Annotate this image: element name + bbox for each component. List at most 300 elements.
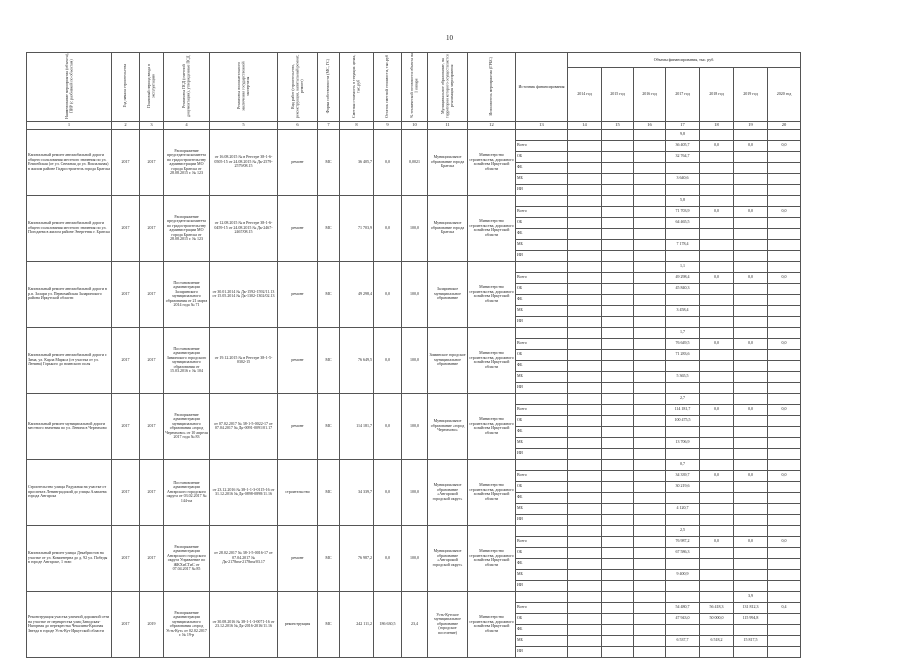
funding-value: [700, 195, 734, 206]
funding-value: [700, 459, 734, 470]
cell-rest: 186 630,5: [374, 591, 402, 657]
funding-value: [602, 448, 634, 459]
column-number: 4: [164, 121, 210, 129]
cell-expert: от 30.01.2014 № Дк-1592-1592/11.13 от 15.05.2014 № Дк-1302-1302/02.13: [210, 261, 278, 327]
funding-value: 0,0: [700, 470, 734, 481]
funding-value: [768, 437, 801, 448]
funding-value: [734, 195, 768, 206]
funding-value: 0,0: [768, 404, 801, 415]
cell-kind: реконструкция: [278, 591, 318, 657]
funding-value: [602, 228, 634, 239]
cell-kind: ремонт: [278, 261, 318, 327]
cell-name: Капитальный ремонт автомобильной дороги в р.п. Залари ул. Первомайская Заларинского района Иркутской области: [27, 261, 112, 327]
funding-source-label: МБ: [516, 635, 568, 646]
funding-value: [768, 514, 801, 525]
funding-value: [602, 536, 634, 547]
funding-value: [734, 250, 768, 261]
cell-end: 2017: [140, 129, 164, 195]
cell-name: Капитальный ремонт автомобильной дороги общего пользования местного значения по ул. Енисейская (от ул. Снежная до ул. Вокзальная) в жилом районе Гидростроитель города Братска: [27, 129, 112, 195]
funding-source-label: Всего: [516, 536, 568, 547]
funding-value: [666, 184, 700, 195]
funding-value: 54 480,7: [666, 602, 700, 613]
funding-value: 56 418,3: [700, 602, 734, 613]
cell-own: МС: [318, 129, 340, 195]
cell-cost: 36 405,7: [340, 129, 374, 195]
funding-value: [700, 558, 734, 569]
funding-value: [634, 261, 666, 272]
funding-value: [634, 481, 666, 492]
cell-start: 2017: [112, 327, 140, 393]
funding-value: [568, 151, 602, 162]
funding-value: [568, 239, 602, 250]
header-cost: Сметная стоимость в текущих ценах, тыс.руб: [340, 53, 374, 122]
funding-value: [634, 294, 666, 305]
funding-value: 36 405,7: [666, 140, 700, 151]
header-funding-source: Источник финансирования: [516, 53, 568, 122]
funding-value: [768, 415, 801, 426]
funding-value: 45 840,3: [666, 283, 700, 294]
cell-own: МС: [318, 261, 340, 327]
funding-value: [734, 415, 768, 426]
cell-start: 2017: [112, 129, 140, 195]
funding-source-label: МБ: [516, 239, 568, 250]
cell-end: 2017: [140, 327, 164, 393]
funding-value: [634, 173, 666, 184]
funding-source-label: ИИ: [516, 316, 568, 327]
funding-value: [568, 426, 602, 437]
cell-ready: 100,0: [402, 327, 428, 393]
funding-value: 3 458,4: [666, 305, 700, 316]
funding-value: [568, 415, 602, 426]
funding-value: 0,0: [700, 404, 734, 415]
cell-expert: от 28.02.2017 № 38-1-5-0016-17 от 07.04.2017 № Дк-2178пм-2178пм/03.17: [210, 525, 278, 591]
funding-value: [734, 393, 768, 404]
table-row: [27, 195, 801, 206]
funding-source-label: [516, 591, 568, 602]
funding-value: [568, 602, 602, 613]
funding-value: [768, 580, 801, 591]
funding-value: [634, 459, 666, 470]
column-number: 10: [402, 121, 428, 129]
cell-ready: 23,4: [402, 591, 428, 657]
cell-expert: от 30.08.2016 № 38-1-1-3-0071-16 от 23.12.2016 № Дк-2016-2016/11.16: [210, 591, 278, 657]
cell-name: Капитальный ремонт автомобильной дороги общего пользования местного значения по ул. Погодаева в жилом районе Энергетик г. Братска: [27, 195, 112, 261]
funding-value: [666, 448, 700, 459]
funding-source-label: [516, 327, 568, 338]
cell-end: 2017: [140, 261, 164, 327]
cell-name: Капитальный ремонт автомобильной дороги г. Зима, ул. Карла Маркса (от участка от ул. Ленина) Горького до воинского поля: [27, 327, 112, 393]
funding-value: [602, 624, 634, 635]
cell-ready: 100,0: [402, 195, 428, 261]
funding-value: 0,0: [734, 404, 768, 415]
header-end-year: Плановый период ввода в эксплуатацию: [140, 53, 164, 122]
cell-expert: от 16.08.2015 № в Реестре 38-1-6-0505-15 от 24.08.2015 № Дк-2579-2579/08.15: [210, 129, 278, 195]
funding-value: [568, 492, 602, 503]
funding-value: [700, 503, 734, 514]
funding-source-label: [516, 129, 568, 140]
funding-value: [568, 525, 602, 536]
funding-value: [666, 294, 700, 305]
funding-value: [634, 437, 666, 448]
funding-value: [568, 129, 602, 140]
header-ownership: Форма собственности (МС, ГС): [318, 53, 340, 122]
cell-end: 2019: [140, 591, 164, 657]
funding-source-label: МБ: [516, 173, 568, 184]
cell-rest: 0,0: [374, 525, 402, 591]
funding-value: [768, 448, 801, 459]
funding-value: [634, 162, 666, 173]
funding-value: 6 518,2: [700, 635, 734, 646]
funding-value: 47 943,0: [666, 613, 700, 624]
funding-value: [700, 228, 734, 239]
funding-value: [634, 239, 666, 250]
funding-value: [700, 393, 734, 404]
cell-psd: Распоряжение администрации муниципального образования «город Черемхово» от 10 апреля 2017 года № 83: [164, 393, 210, 459]
funding-value: 0,0: [734, 272, 768, 283]
funding-value: [634, 492, 666, 503]
cell-start: 2017: [112, 261, 140, 327]
funding-value: [700, 349, 734, 360]
funding-value: 131 812,3: [734, 602, 768, 613]
funding-value: [568, 228, 602, 239]
funding-value: 64 465,5: [666, 217, 700, 228]
funding-value: [700, 360, 734, 371]
funding-source-label: Всего: [516, 404, 568, 415]
funding-value: [634, 327, 666, 338]
funding-value: [634, 250, 666, 261]
funding-value: 9 400,9: [666, 569, 700, 580]
funding-source-label: ИИ: [516, 382, 568, 393]
funding-value: [700, 173, 734, 184]
funding-value: [568, 338, 602, 349]
funding-value: [602, 239, 634, 250]
funding-value: [700, 305, 734, 316]
cell-cost: 76 649,5: [340, 327, 374, 393]
funding-value: [602, 129, 634, 140]
funding-value: [634, 591, 666, 602]
header-executor: Исполнитель мероприятия (ГРБС): [468, 53, 516, 122]
funding-value: [602, 558, 634, 569]
funding-value: [602, 250, 634, 261]
column-number: 13: [516, 121, 568, 129]
funding-value: [602, 371, 634, 382]
funding-value: [602, 206, 634, 217]
cell-name: Реконструкция участка уличной дорожной сети на участке от перекрестка улиц Заводская-Нагорная до перекрестка Чекалина-Красная Звезда в городе Усть-Кут Иркутской области: [27, 591, 112, 657]
funding-value: 34 339,7: [666, 470, 700, 481]
cell-ready: 100,0: [402, 459, 428, 525]
funding-value: 0,0: [768, 272, 801, 283]
cell-end: 2017: [140, 459, 164, 525]
funding-value: [734, 382, 768, 393]
funding-value: [568, 569, 602, 580]
funding-value: [700, 217, 734, 228]
funding-value: [634, 569, 666, 580]
cell-cost: 76 987,2: [340, 525, 374, 591]
funding-value: [634, 525, 666, 536]
funding-source-label: ФБ: [516, 162, 568, 173]
funding-value: [568, 371, 602, 382]
cell-mo: Заларинское муниципальное образование: [428, 261, 468, 327]
funding-value: [634, 305, 666, 316]
column-number: 9: [374, 121, 402, 129]
funding-value: [568, 580, 602, 591]
header-year: 2015 год: [602, 67, 634, 121]
funding-value: 0,0: [734, 470, 768, 481]
funding-value: 5 365,5: [666, 371, 700, 382]
funding-value: [602, 283, 634, 294]
funding-value: [700, 624, 734, 635]
funding-value: 0,7: [666, 459, 700, 470]
funding-value: [768, 503, 801, 514]
funding-source-label: МБ: [516, 569, 568, 580]
table-row: [27, 393, 801, 404]
funding-value: [700, 316, 734, 327]
funding-value: 0,0: [700, 140, 734, 151]
funding-value: [768, 283, 801, 294]
table-row: [27, 525, 801, 536]
column-number: 7: [318, 121, 340, 129]
funding-value: [768, 613, 801, 624]
funding-value: 6 537,7: [666, 635, 700, 646]
funding-value: [734, 360, 768, 371]
table-row: [27, 459, 801, 470]
cell-rest: 0,0: [374, 393, 402, 459]
cell-cost: 71 703,9: [340, 195, 374, 261]
column-number: 17: [666, 121, 700, 129]
funding-value: [602, 184, 634, 195]
funding-value: [568, 173, 602, 184]
funding-value: 100 475,5: [666, 415, 700, 426]
funding-value: [734, 426, 768, 437]
funding-value: [602, 217, 634, 228]
funding-value: [568, 162, 602, 173]
funding-source-label: [516, 261, 568, 272]
funding-source-label: ОБ: [516, 547, 568, 558]
funding-value: [602, 646, 634, 657]
funding-value: [634, 140, 666, 151]
funding-value: [634, 184, 666, 195]
funding-value: [768, 129, 801, 140]
column-number: 14: [568, 121, 602, 129]
cell-psd: Постановление администрации Зиминского городского муниципального образования от 15.03.2016 г. № 104: [164, 327, 210, 393]
funding-value: [602, 591, 634, 602]
funding-source-label: ОБ: [516, 415, 568, 426]
cell-kind: строительство: [278, 459, 318, 525]
cell-exec: Министерство строительства, дорожного хозяйства Иркутской области: [468, 195, 516, 261]
funding-source-label: Всего: [516, 470, 568, 481]
column-number: 5: [210, 121, 278, 129]
cell-rest: 0,0: [374, 195, 402, 261]
funding-value: [634, 448, 666, 459]
funding-value: 32 764,7: [666, 151, 700, 162]
cell-psd: Распоряжение администрации Ангарского городского округа Управление по ЖКХиСТиС от 07.04.2017 № 85: [164, 525, 210, 591]
funding-value: [634, 129, 666, 140]
cell-mo: Зиминское городское муниципальное образование: [428, 327, 468, 393]
funding-value: [568, 316, 602, 327]
funding-value: [700, 426, 734, 437]
funding-value: [568, 448, 602, 459]
funding-value: [568, 514, 602, 525]
funding-value: 2,7: [666, 393, 700, 404]
header-year: 2017 год: [666, 67, 700, 121]
funding-value: [602, 459, 634, 470]
funding-value: [568, 503, 602, 514]
funding-value: [700, 327, 734, 338]
funding-value: [768, 316, 801, 327]
funding-value: [568, 393, 602, 404]
cell-cost: 114 181,7: [340, 393, 374, 459]
cell-start: 2017: [112, 591, 140, 657]
funding-value: [634, 316, 666, 327]
funding-value: [568, 635, 602, 646]
funding-value: [768, 569, 801, 580]
funding-value: [768, 646, 801, 657]
funding-value: [568, 437, 602, 448]
header-year: 2019 год: [734, 67, 768, 121]
cell-end: 2017: [140, 525, 164, 591]
funding-value: 71 703,9: [666, 206, 700, 217]
funding-value: 3,9: [734, 591, 768, 602]
funding-value: [568, 140, 602, 151]
funding-value: [602, 580, 634, 591]
funding-value: [602, 525, 634, 536]
funding-value: 0,0: [734, 206, 768, 217]
cell-start: 2017: [112, 195, 140, 261]
funding-value: [634, 602, 666, 613]
cell-mo: Муниципальное образование «город Черемхово»: [428, 393, 468, 459]
funding-value: [768, 393, 801, 404]
funding-value: [700, 184, 734, 195]
column-number: 16: [634, 121, 666, 129]
funding-value: 1,1: [666, 261, 700, 272]
program-table-sheet: [26, 52, 801, 658]
funding-value: [634, 624, 666, 635]
funding-value: [768, 327, 801, 338]
funding-value: [568, 481, 602, 492]
funding-value: 67 586,3: [666, 547, 700, 558]
funding-value: [568, 536, 602, 547]
cell-kind: ремонт: [278, 393, 318, 459]
funding-value: [734, 228, 768, 239]
funding-value: [768, 294, 801, 305]
funding-value: [634, 503, 666, 514]
funding-value: [734, 327, 768, 338]
funding-value: 114 181,7: [666, 404, 700, 415]
funding-value: [602, 635, 634, 646]
funding-source-label: ОБ: [516, 283, 568, 294]
funding-value: [602, 327, 634, 338]
funding-value: [734, 217, 768, 228]
cell-rest: 0,0: [374, 459, 402, 525]
cell-own: МС: [318, 459, 340, 525]
funding-value: [700, 481, 734, 492]
funding-value: [568, 558, 602, 569]
funding-value: [568, 184, 602, 195]
funding-value: [634, 635, 666, 646]
funding-value: [666, 580, 700, 591]
funding-value: [768, 184, 801, 195]
funding-value: [768, 151, 801, 162]
funding-value: [666, 492, 700, 503]
cell-name: Капитальный ремонт улицы Декабристов на участке от ул. Коминтерна до д. 92 ул. Победы в городе Ангарске, 1 этап: [27, 525, 112, 591]
funding-value: [700, 371, 734, 382]
funding-value: [700, 591, 734, 602]
funding-value: [768, 162, 801, 173]
funding-value: 115 994,8: [734, 613, 768, 624]
cell-own: МС: [318, 195, 340, 261]
funding-value: [768, 481, 801, 492]
funding-value: [602, 382, 634, 393]
funding-value: 0,0: [734, 536, 768, 547]
cell-own: МС: [318, 393, 340, 459]
funding-value: [666, 250, 700, 261]
column-number: 12: [468, 121, 516, 129]
funding-value: [768, 371, 801, 382]
funding-value: [568, 624, 602, 635]
cell-psd: Распоряжение председателя комитета по градостроительству администрации МО города Братска от 28.08.2015 г. № 123: [164, 195, 210, 261]
funding-value: [768, 635, 801, 646]
funding-value: [568, 283, 602, 294]
funding-source-label: ОБ: [516, 349, 568, 360]
funding-source-label: ФБ: [516, 360, 568, 371]
funding-value: [734, 569, 768, 580]
funding-value: [568, 250, 602, 261]
funding-value: [634, 580, 666, 591]
cell-exec: Министерство строительства, дорожного хозяйства Иркутской области: [468, 327, 516, 393]
funding-value: [768, 261, 801, 272]
funding-value: [634, 613, 666, 624]
cell-start: 2017: [112, 459, 140, 525]
cell-expert: от 19.12.2015 № в Реестре 38-1-5-0302-15: [210, 327, 278, 393]
funding-value: [602, 470, 634, 481]
cell-ready: 100,0: [402, 261, 428, 327]
funding-source-label: МБ: [516, 305, 568, 316]
funding-value: [568, 404, 602, 415]
funding-source-label: ОБ: [516, 481, 568, 492]
funding-value: [666, 514, 700, 525]
funding-value: 4 120,7: [666, 503, 700, 514]
cell-mo: Муниципальное образование «Ангарский городской округ»: [428, 525, 468, 591]
table-body: [27, 129, 801, 657]
funding-source-label: ОБ: [516, 613, 568, 624]
funding-value: [700, 415, 734, 426]
funding-value: 0,0: [700, 206, 734, 217]
funding-value: [634, 272, 666, 283]
table-row: [27, 261, 801, 272]
funding-value: [700, 151, 734, 162]
funding-value: [734, 437, 768, 448]
funding-value: [700, 580, 734, 591]
funding-value: [568, 613, 602, 624]
funding-value: 15 817,5: [734, 635, 768, 646]
cell-end: 2017: [140, 195, 164, 261]
funding-value: [666, 558, 700, 569]
funding-value: [666, 426, 700, 437]
funding-value: [602, 316, 634, 327]
funding-value: [734, 283, 768, 294]
funding-value: [602, 415, 634, 426]
cell-psd: Распоряжение председателя комитета по градостроительству администрации МО города Братска от 28.08.2015 г. № 123: [164, 129, 210, 195]
cell-mo: Муниципальное образование «Ангарский городской округ»: [428, 459, 468, 525]
funding-value: [666, 316, 700, 327]
funding-value: 0,0: [700, 272, 734, 283]
funding-value: [634, 536, 666, 547]
funding-value: [768, 459, 801, 470]
column-number: 19: [734, 121, 768, 129]
table-row: [27, 129, 801, 140]
funding-value: [768, 558, 801, 569]
funding-value: 0,0: [768, 536, 801, 547]
